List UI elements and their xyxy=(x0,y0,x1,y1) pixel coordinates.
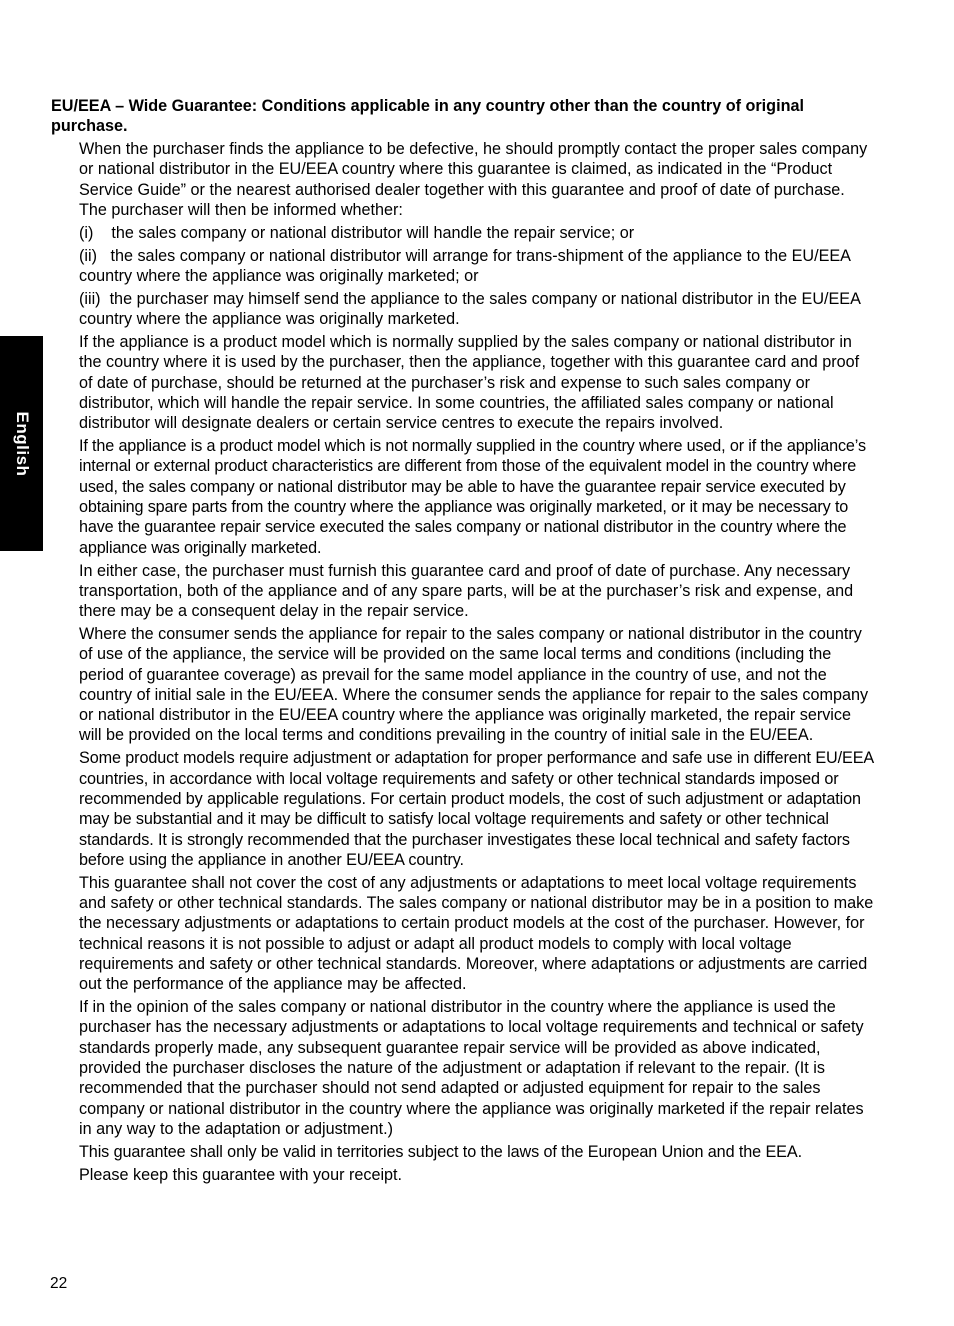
guarantee-body xyxy=(79,139,874,1188)
language-tab-label: English xyxy=(12,411,32,476)
paragraph-either-case: In either case, the purchaser must furnish this guarantee card and proof of date of purchase. Any necessary transportation, both of the appliance and of any spare parts, will be at the purchaser’s risk and expense, and there may be a consequent delay in the repair service. xyxy=(79,561,854,621)
language-side-tab xyxy=(0,336,43,551)
paragraph-consumer-sends: Where the consumer sends the appliance for repair to the sales company or national distributor in the country of use of the appliance, the service will be provided on the same local terms and conditions (including the period of guarantee coverage) as prevail for the same model appliance in the country of use, and not the country of initial sale in the EU/EEA. Where the consumer sends the appliance for repair to the sales company or national distributor in the EU/EEA country where the appliance was originally marketed, the repair service will be provided on the local terms and conditions prevailing in the country of initial sale in the EU/EEA. xyxy=(79,624,869,745)
list-item-ii: (ii) the sales company or national distributor will arrange for trans-shipment of the appliance to the EU/EEA country where the appliance was originally marketed; or xyxy=(79,246,855,285)
paragraph-validity: This guarantee shall only be valid in territories subject to the laws of the European Union and the EEA. xyxy=(79,1142,802,1161)
paragraph-cost-not-covered: This guarantee shall not cover the cost of any adjustments or adaptations to meet local voltage requirements and safety or other technical standards. The sales company or national distributor may be in a position to make the necessary adjustments or adaptations to certain product models at the cost of the purchaser. However, for technical reasons it is not possible to adjust or adapt all product models to comply with local voltage requirements and safety or other technical standards. Moreover, where adaptations or adjustments are carried out the performance of the appliance may be affected. xyxy=(79,873,874,994)
paragraph-opinion-adjustments: If in the opinion of the sales company or national distributor in the country where the appliance is used the purchaser has the necessary adjustments or adaptations to local voltage requirements and technical or safety standards properly made, any subsequent guarantee repair service will be provided as above indicated, provided the purchaser discloses the nature of the adjustment or adaptation if relevant to the repair. (It is recommended that the purchaser should not send adapted or adjusted equipment for repair to the sales company or national distributor in the country where the appliance was originally marketed if the repair relates in any way to the adaptation or adjustment.) xyxy=(79,998,864,1138)
list-item-iii: (iii) the purchaser may himself send the appliance to the sales company or national distributor in the EU/EEA country where the appliance was originally marketed. xyxy=(79,289,865,329)
paragraph-adjustment-required: Some product models require adjustment or adaptation for proper performance and safe use in different EU/EEA countries, in accordance with local voltage requirements and safety or other technical standards imposed or recommended by applicable regulations. For certain product models, the cost of such adjustment or adaptation may be substantial and it may be difficult to satisfy local voltage requirements and safety or other technical standards. It is strongly recommended that the purchaser investigates these local technical and safety factors before using the appliance in another EU/EEA country. xyxy=(79,749,874,869)
list-item-i: (i) the sales company or national distributor will handle the repair service; or xyxy=(79,223,635,242)
paragraph-not-normally-supplied: If the appliance is a product model which is not normally supplied in the country where used, or if the appliance’s internal or external product characteristics are different from those of the equivalent model in the country where used, the sales company or national distributor may be able to have the guarantee repair service executed by obtaining spare parts from the country where the appliance was originally marketed, or it may be necessary to have the guarantee repair service executed the sales company or national distributor in the country where the appliance was originally marketed. xyxy=(79,437,866,557)
section-heading: EU/EEA – Wide Guarantee: Conditions applicable in any country other than the country of original purchase. xyxy=(51,97,804,136)
paragraph-keep-receipt: Please keep this guarantee with your receipt. xyxy=(79,1165,403,1184)
page-number: 22 xyxy=(50,1275,68,1292)
paragraph-normally-supplied: If the appliance is a product model which is normally supplied by the sales company or national distributor in the country where it is used by the purchaser, then the appliance, together with this guarantee card and proof of date of purchase, should be returned at the purchaser’s risk and expense to such sales company or distributor, which will handle the repair service. In some countries, the affiliated sales company or national distributor will designate dealers or certain service centres to execute the repairs involved. xyxy=(79,333,860,433)
paragraph-defective-contact: When the purchaser finds the appliance to be defective, he should promptly contact the proper sales company or national distributor in the EU/EEA country where this guarantee is claimed, as indicated in the “Product Service Guide” or the nearest authorised dealer together with this guarantee and proof of date of purchase. The purchaser will then be informed whether: xyxy=(79,140,868,219)
